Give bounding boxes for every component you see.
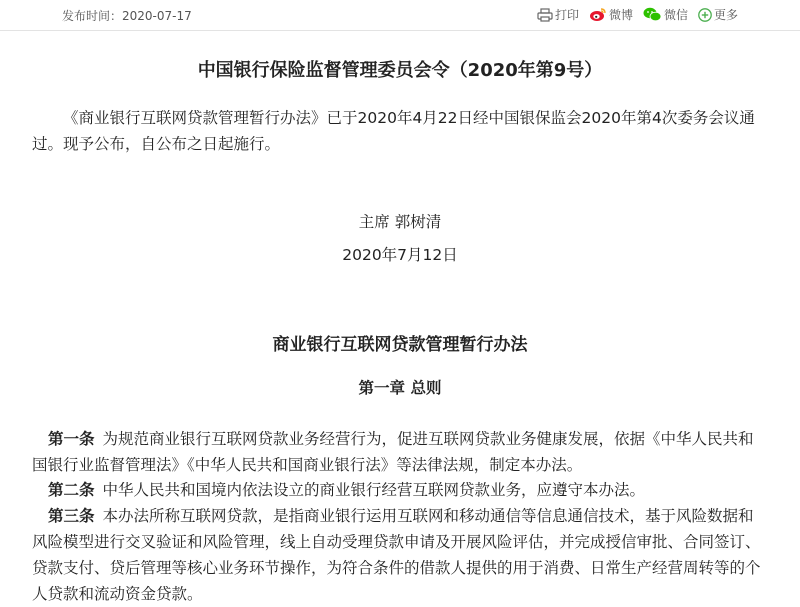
article-3 bbox=[32, 503, 768, 607]
print-label: 打印 bbox=[554, 8, 579, 22]
article-2-label: 第二条 bbox=[48, 481, 95, 499]
article-1-text: 为规范商业银行互联网贷款业务经营行为，促进互联网贷款业务健康发展，依据《中华人民共和国银行业监督管理法》《中华人民共和国商业银行法》等法律法规，制定本办法。 bbox=[32, 430, 754, 474]
signature-date: 2020年7月12日 bbox=[342, 246, 458, 264]
top-bar bbox=[0, 0, 800, 31]
weibo-share-button[interactable] bbox=[589, 6, 633, 23]
article-1 bbox=[32, 426, 768, 478]
intro-paragraph: 《商业银行互联网贷款管理暂行办法》已于2020年4月22日经中国银保监会2020年第4次委务会议通过。现予公布，自公布之日起施行。 bbox=[32, 109, 755, 153]
document-title: 中国银行保险监督管理委员会令（2020年第9号） bbox=[197, 60, 603, 81]
regulation-title: 商业银行互联网贷款管理暂行办法 bbox=[272, 335, 528, 355]
article-3-label: 第三条 bbox=[48, 507, 95, 525]
article-3-text: 本办法所称互联网贷款，是指商业银行运用互联网和移动通信等信息通信技术，基于风险数据和风险模型进行交叉验证和风险管理，线上自动受理贷款申请及开展风险评估，并完成授信审批、合同签订、贷款支付、贷后管理等核心业务环节操作，为符合条件的借款人提供的用于消费、日常生产经营周转等的个人贷款和流动资金贷款。 bbox=[32, 507, 761, 603]
article-1-label: 第一条 bbox=[48, 430, 95, 448]
more-share-button[interactable] bbox=[698, 6, 738, 23]
weibo-label: 微博 bbox=[608, 8, 633, 22]
printer-icon bbox=[537, 8, 553, 22]
chapter-heading: 第一章 总则 bbox=[358, 379, 442, 397]
share-toolbar bbox=[527, 6, 738, 23]
more-label: 更多 bbox=[713, 8, 738, 22]
publish-date: 发布时间：2020-07-17 bbox=[62, 9, 192, 23]
weibo-icon bbox=[589, 7, 607, 22]
article-2-text: 中华人民共和国境内依法设立的商业银行经营互联网贷款业务，应遵守本办法。 bbox=[102, 481, 646, 499]
wechat-share-button[interactable] bbox=[643, 6, 688, 23]
article-2 bbox=[32, 477, 768, 503]
signature-name: 主席 郭树清 bbox=[358, 213, 442, 231]
plus-circle-icon bbox=[698, 8, 712, 22]
print-button[interactable] bbox=[537, 6, 579, 23]
wechat-icon bbox=[643, 7, 662, 22]
wechat-label: 微信 bbox=[663, 8, 688, 22]
